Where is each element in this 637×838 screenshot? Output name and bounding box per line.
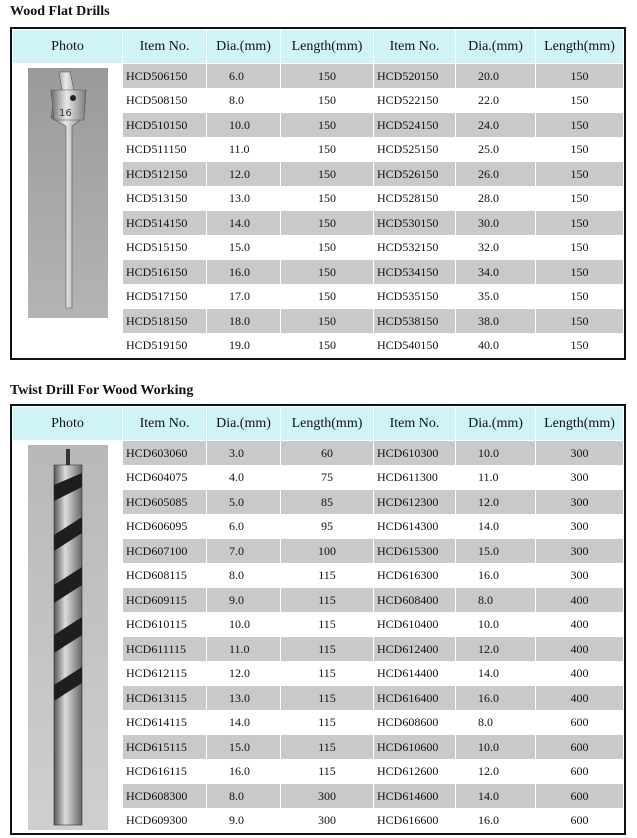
cell-length-2: 300	[536, 539, 624, 564]
cell-item-no-2: HCD530150	[374, 211, 456, 236]
cell-dia-2: 14.0	[456, 784, 536, 809]
cell-length-2: 300	[536, 490, 624, 515]
cell-item-no: HCD510150	[123, 113, 207, 138]
twist-drill-photo	[28, 445, 108, 832]
cell-dia-2: 25.0	[456, 137, 536, 162]
cell-length: 115	[281, 710, 374, 735]
cell-item-no-2: HCD612300	[374, 490, 456, 515]
cell-item-no-2: HCD532150	[374, 235, 456, 260]
cell-dia: 11.0	[207, 137, 281, 162]
cell-dia: 6.0	[207, 514, 281, 539]
col-header-item-no: Item No.	[123, 407, 207, 441]
cell-length: 115	[281, 637, 374, 662]
cell-item-no-2: HCD614400	[374, 661, 456, 686]
cell-dia: 16.0	[207, 759, 281, 784]
cell-dia: 19.0	[207, 333, 281, 358]
cell-item-no-2: HCD520150	[374, 64, 456, 89]
table-row	[13, 441, 624, 466]
cell-length: 115	[281, 612, 374, 637]
cell-item-no-2: HCD608400	[374, 588, 456, 613]
cell-length-2: 150	[536, 186, 624, 211]
flat-drills-table	[10, 27, 626, 360]
cell-item-no-2: HCD524150	[374, 113, 456, 138]
cell-length: 115	[281, 735, 374, 760]
cell-dia-2: 32.0	[456, 235, 536, 260]
cell-dia: 10.0	[207, 113, 281, 138]
cell-dia-2: 20.0	[456, 64, 536, 89]
cell-length-2: 150	[536, 211, 624, 236]
cell-item-no-2: HCD612600	[374, 759, 456, 784]
col-header-dia: Dia.(mm)	[207, 407, 281, 441]
cell-length: 115	[281, 661, 374, 686]
cell-item-no-2: HCD540150	[374, 333, 456, 358]
cell-length: 150	[281, 113, 374, 138]
cell-dia-2: 14.0	[456, 661, 536, 686]
cell-length: 150	[281, 333, 374, 358]
cell-length-2: 600	[536, 808, 624, 833]
cell-length-2: 150	[536, 64, 624, 89]
cell-item-no-2: HCD608600	[374, 710, 456, 735]
cell-item-no: HCD512150	[123, 162, 207, 187]
cell-item-no-2: HCD610400	[374, 612, 456, 637]
cell-dia: 9.0	[207, 588, 281, 613]
photo-cell	[13, 441, 123, 833]
cell-item-no-2: HCD526150	[374, 162, 456, 187]
cell-length: 150	[281, 211, 374, 236]
cell-dia-2: 15.0	[456, 539, 536, 564]
col-header-item-no-2: Item No.	[374, 407, 456, 441]
cell-length: 150	[281, 235, 374, 260]
cell-length-2: 150	[536, 235, 624, 260]
cell-item-no: HCD517150	[123, 284, 207, 309]
cell-item-no: HCD513150	[123, 186, 207, 211]
cell-length: 95	[281, 514, 374, 539]
cell-item-no: HCD506150	[123, 64, 207, 89]
section-title-flat-drills: Wood Flat Drills	[10, 4, 110, 19]
cell-dia-2: 35.0	[456, 284, 536, 309]
cell-length: 300	[281, 808, 374, 833]
cell-dia: 8.0	[207, 784, 281, 809]
cell-length: 150	[281, 64, 374, 89]
col-header-length: Length(mm)	[281, 30, 374, 64]
cell-item-no: HCD609115	[123, 588, 207, 613]
cell-length: 115	[281, 588, 374, 613]
cell-item-no: HCD608115	[123, 563, 207, 588]
cell-length-2: 600	[536, 735, 624, 760]
cell-item-no: HCD610115	[123, 612, 207, 637]
cell-length: 60	[281, 441, 374, 466]
cell-dia: 9.0	[207, 808, 281, 833]
cell-item-no: HCD612115	[123, 661, 207, 686]
cell-item-no: HCD616115	[123, 759, 207, 784]
cell-item-no: HCD603060	[123, 441, 207, 466]
cell-dia: 7.0	[207, 539, 281, 564]
cell-length-2: 150	[536, 137, 624, 162]
cell-item-no-2: HCD535150	[374, 284, 456, 309]
cell-dia-2: 30.0	[456, 211, 536, 236]
cell-length: 150	[281, 186, 374, 211]
cell-item-no-2: HCD616600	[374, 808, 456, 833]
col-header-photo: Photo	[13, 30, 123, 64]
cell-dia-2: 40.0	[456, 333, 536, 358]
cell-dia: 8.0	[207, 563, 281, 588]
cell-dia-2: 38.0	[456, 309, 536, 334]
cell-dia-2: 8.0	[456, 588, 536, 613]
col-header-item-no: Item No.	[123, 30, 207, 64]
cell-length: 75	[281, 465, 374, 490]
cell-item-no: HCD519150	[123, 333, 207, 358]
cell-item-no-2: HCD534150	[374, 260, 456, 285]
cell-length: 150	[281, 309, 374, 334]
cell-length-2: 600	[536, 710, 624, 735]
cell-length-2: 150	[536, 113, 624, 138]
cell-item-no-2: HCD616300	[374, 563, 456, 588]
table-header-row	[13, 30, 624, 64]
col-header-length-2: Length(mm)	[536, 407, 624, 441]
cell-dia: 13.0	[207, 186, 281, 211]
cell-length: 150	[281, 284, 374, 309]
cell-dia: 16.0	[207, 260, 281, 285]
cell-dia: 15.0	[207, 235, 281, 260]
cell-length: 150	[281, 260, 374, 285]
col-header-dia: Dia.(mm)	[207, 30, 281, 64]
cell-dia: 6.0	[207, 64, 281, 89]
cell-length-2: 150	[536, 88, 624, 113]
cell-dia: 14.0	[207, 710, 281, 735]
cell-item-no: HCD606095	[123, 514, 207, 539]
cell-dia-2: 11.0	[456, 465, 536, 490]
twist-drills-table	[10, 404, 626, 835]
cell-dia: 10.0	[207, 612, 281, 637]
cell-item-no: HCD604075	[123, 465, 207, 490]
cell-item-no-2: HCD538150	[374, 309, 456, 334]
cell-dia-2: 12.0	[456, 637, 536, 662]
cell-item-no-2: HCD611300	[374, 465, 456, 490]
cell-item-no: HCD605085	[123, 490, 207, 515]
cell-item-no: HCD613115	[123, 686, 207, 711]
cell-dia-2: 12.0	[456, 490, 536, 515]
cell-item-no: HCD611115	[123, 637, 207, 662]
cell-dia-2: 10.0	[456, 441, 536, 466]
cell-length-2: 400	[536, 637, 624, 662]
cell-length: 150	[281, 162, 374, 187]
cell-length-2: 150	[536, 284, 624, 309]
cell-dia: 12.0	[207, 661, 281, 686]
cell-item-no-2: HCD616400	[374, 686, 456, 711]
cell-item-no-2: HCD610300	[374, 441, 456, 466]
cell-item-no: HCD514150	[123, 211, 207, 236]
cell-length: 100	[281, 539, 374, 564]
cell-length: 115	[281, 759, 374, 784]
cell-item-no-2: HCD525150	[374, 137, 456, 162]
cell-dia: 4.0	[207, 465, 281, 490]
cell-length: 115	[281, 686, 374, 711]
cell-item-no-2: HCD614300	[374, 514, 456, 539]
cell-dia-2: 16.0	[456, 808, 536, 833]
col-header-item-no-2: Item No.	[374, 30, 456, 64]
cell-length: 150	[281, 88, 374, 113]
flat-drill-stamp: 16	[58, 108, 72, 119]
cell-item-no-2: HCD615300	[374, 539, 456, 564]
cell-dia: 5.0	[207, 490, 281, 515]
cell-item-no: HCD614115	[123, 710, 207, 735]
cell-length: 115	[281, 563, 374, 588]
cell-dia-2: 8.0	[456, 710, 536, 735]
cell-length: 85	[281, 490, 374, 515]
cell-dia-2: 28.0	[456, 186, 536, 211]
cell-item-no: HCD608300	[123, 784, 207, 809]
col-header-dia-2: Dia.(mm)	[456, 30, 536, 64]
cell-length-2: 600	[536, 784, 624, 809]
flat-drill-photo	[28, 68, 108, 320]
cell-length-2: 400	[536, 588, 624, 613]
cell-item-no: HCD607100	[123, 539, 207, 564]
cell-length-2: 300	[536, 465, 624, 490]
section-title-twist-drills: Twist Drill For Wood Working	[10, 383, 194, 398]
table-header-row	[13, 407, 624, 441]
cell-length-2: 400	[536, 661, 624, 686]
cell-item-no-2: HCD528150	[374, 186, 456, 211]
cell-dia-2: 10.0	[456, 612, 536, 637]
cell-length-2: 150	[536, 260, 624, 285]
cell-length-2: 400	[536, 686, 624, 711]
cell-item-no-2: HCD612400	[374, 637, 456, 662]
table-row	[13, 64, 624, 89]
cell-dia-2: 26.0	[456, 162, 536, 187]
cell-dia: 17.0	[207, 284, 281, 309]
cell-dia: 3.0	[207, 441, 281, 466]
cell-item-no-2: HCD614600	[374, 784, 456, 809]
cell-dia: 8.0	[207, 88, 281, 113]
col-header-dia-2: Dia.(mm)	[456, 407, 536, 441]
cell-length-2: 400	[536, 612, 624, 637]
twist-drill-image	[28, 445, 108, 830]
col-header-photo: Photo	[13, 407, 123, 441]
cell-dia-2: 12.0	[456, 759, 536, 784]
cell-dia-2: 22.0	[456, 88, 536, 113]
photo-cell	[13, 64, 123, 358]
cell-item-no-2: HCD522150	[374, 88, 456, 113]
cell-dia-2: 34.0	[456, 260, 536, 285]
cell-length-2: 150	[536, 333, 624, 358]
cell-item-no: HCD609300	[123, 808, 207, 833]
cell-dia-2: 16.0	[456, 686, 536, 711]
cell-length-2: 300	[536, 441, 624, 466]
cell-length-2: 300	[536, 563, 624, 588]
cell-item-no: HCD615115	[123, 735, 207, 760]
cell-dia-2: 24.0	[456, 113, 536, 138]
col-header-length: Length(mm)	[281, 407, 374, 441]
cell-item-no: HCD515150	[123, 235, 207, 260]
cell-item-no: HCD518150	[123, 309, 207, 334]
cell-dia: 11.0	[207, 637, 281, 662]
col-header-length-2: Length(mm)	[536, 30, 624, 64]
cell-dia-2: 16.0	[456, 563, 536, 588]
cell-length-2: 600	[536, 759, 624, 784]
cell-length-2: 150	[536, 309, 624, 334]
flat-drill-image	[28, 68, 108, 318]
cell-item-no: HCD508150	[123, 88, 207, 113]
cell-dia: 15.0	[207, 735, 281, 760]
cell-dia: 13.0	[207, 686, 281, 711]
cell-dia: 18.0	[207, 309, 281, 334]
cell-length-2: 300	[536, 514, 624, 539]
cell-item-no: HCD511150	[123, 137, 207, 162]
cell-dia: 14.0	[207, 211, 281, 236]
cell-length: 150	[281, 137, 374, 162]
cell-length-2: 150	[536, 162, 624, 187]
cell-dia: 12.0	[207, 162, 281, 187]
cell-dia-2: 10.0	[456, 735, 536, 760]
cell-item-no-2: HCD610600	[374, 735, 456, 760]
cell-length: 300	[281, 784, 374, 809]
cell-item-no: HCD516150	[123, 260, 207, 285]
cell-dia-2: 14.0	[456, 514, 536, 539]
